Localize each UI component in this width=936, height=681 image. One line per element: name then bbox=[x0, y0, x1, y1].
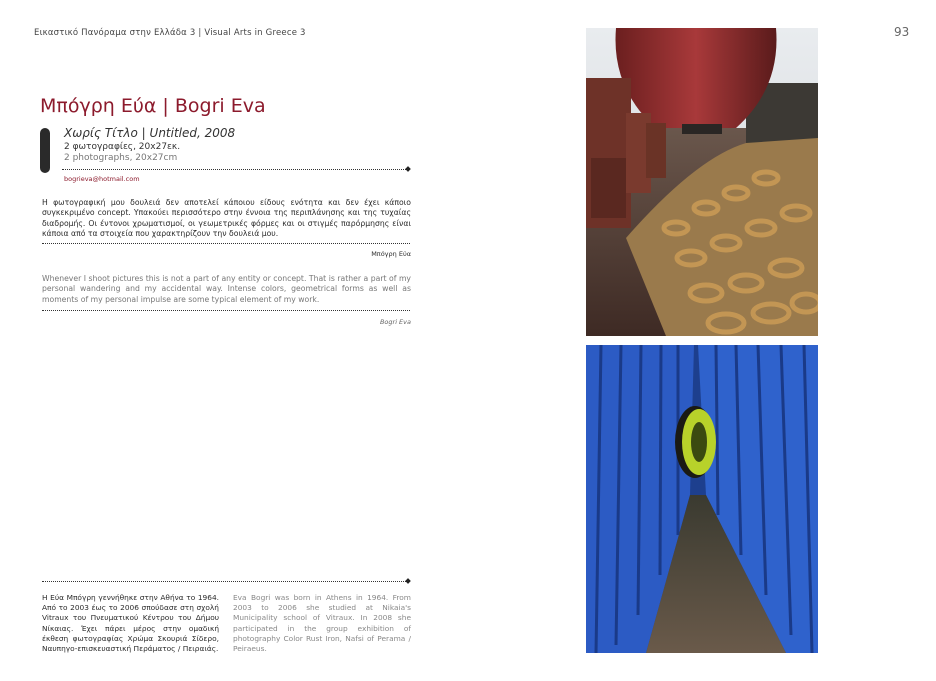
divider bbox=[62, 169, 408, 170]
work-title: Χωρίς Τίτλο | Untitled, 2008 bbox=[64, 126, 236, 140]
page-number: 93 bbox=[894, 25, 910, 39]
divider bbox=[42, 243, 410, 244]
photo-containers-tyre bbox=[586, 345, 818, 653]
artist-email[interactable]: bogrieva@hotmail.com bbox=[64, 175, 140, 183]
divider-diamond bbox=[405, 166, 411, 172]
divider-diamond bbox=[405, 578, 411, 584]
biography-greek: Η Εύα Μπόγρη γεννήθηκε στην Αθήνα το 1964. Από το 2003 έως το 2006 σπούδασε στη σχολή Vitraux του Πνευματικού Κέντρου του Δήμου Νίκαιας. Έχει πάρει μέρος στην ομαδική έκθεση φωτογραφίας Χρώμα Σκουριά Σίδερο, Ναυπηγο-επισκευαστική Περάματος / Πειραιάς. bbox=[42, 593, 219, 654]
signature-english: Bogri Eva bbox=[379, 318, 411, 326]
divider bbox=[42, 310, 410, 311]
artist-name: Μπόγρη Εύα | Bogri Eva bbox=[40, 95, 266, 117]
divider bbox=[42, 581, 408, 582]
work-description-english: 2 photographs, 20x27cm bbox=[64, 153, 178, 163]
decorative-bar bbox=[40, 128, 50, 173]
statement-english: Whenever I shoot pictures this is not a part of any entity or concept. That is rather a part of my personal wandering and my accidental way. Intense colors, geometrical forms as well as moments of my personal impulse are some typical element of my work. bbox=[42, 274, 411, 304]
running-title: Εικαστικό Πανόραμα στην Ελλάδα 3 | Visual Arts in Greece 3 bbox=[34, 28, 306, 38]
work-description-greek: 2 φωτογραφίες, 20x27εκ. bbox=[64, 142, 181, 152]
statement-greek: Η φωτογραφική μου δουλειά δεν αποτελεί κάποιου είδους ενότητα και δεν έχει κάποιο συγκεκριμένο concept. Υπακούει περισσότερο στην έννοια της περιπλάνησης και της τυχαίας διαδρομής. Οι έντονοι χρωματισμοί, οι γεωμετρικές φόρμες και οι στιγμές παρόρμησης είναι κάποια από τα στοιχεία που χαρακτηρίζουν την δουλειά μου. bbox=[42, 198, 411, 238]
signature-greek: Μπόγρη Εύα bbox=[371, 250, 411, 258]
photo-ship-chain bbox=[586, 28, 818, 336]
biography-english: Eva Bogri was born in Athens in 1964. From 2003 to 2006 she studied at Nikaia's Municipality school of Vitraux. In 2008 she participated in the group exhibition of photography Color Rust Iron, Nafsi of Perama / Peiraeus. bbox=[233, 593, 411, 654]
